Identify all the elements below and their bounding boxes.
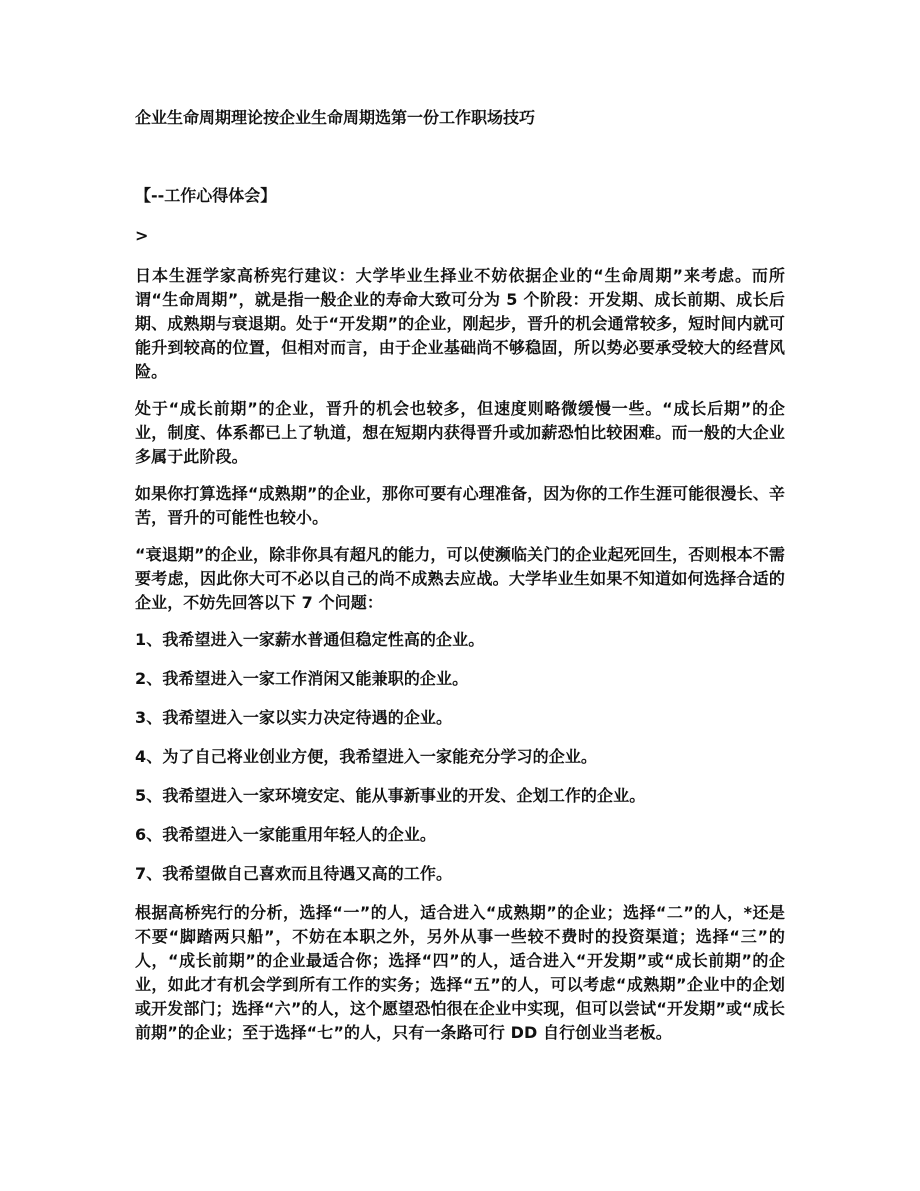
page-title: 企业生命周期理论按企业生命周期选第一份工作职场技巧 — [135, 108, 536, 127]
paragraph-intro: 日本生涯学家高桥宪行建议：大学毕业生择业不妨依据企业的“生命周期”来考虑。而所谓“生命周期”，就是指一般企业的寿命大致可分为 5 个阶段：开发期、成长前期、成长后期、成熟期与衰退期。处于“开发期”的企业，刚起步，晋升的机会通常较多，短时间内就可能升到较高的位置，但相对而言，由于企业基础尚不够稳固，所以势必要承受较大的经营风险。 — [135, 266, 785, 381]
article-body — [135, 264, 785, 1058]
question-item-7: 7、我希望做自己喜欢而且待遇又高的工作。 — [135, 864, 453, 883]
question-item-3: 3、我希望进入一家以实力决定待遇的企业。 — [135, 708, 453, 727]
question-item-6: 6、我希望进入一家能重用年轻人的企业。 — [135, 825, 437, 844]
paragraph-mature-stage: 如果你打算选择“成熟期”的企业，那你可要有心理准备，因为你的工作生涯可能很漫长、辛苦，晋升的可能性也较小。 — [135, 484, 785, 527]
paragraph-decline-stage: “衰退期”的企业，除非你具有超凡的能力，可以使濒临关门的企业起死回生，否则根本不需要考虑，因此你大可不必以自己的尚不成熟去应战。大学毕业生如果不知道如何选择合适的企业，不妨先回答以下 7 个问题： — [135, 545, 785, 612]
paragraph-conclusion: 根据高桥宪行的分析，选择“一”的人，适合进入“成熟期”的企业；选择“二”的人，*还是不要“脚踏两只船”，不妨在本职之外，另外从事一些较不费时的投资渠道；选择“三”的人，“成长前期”的企业最适合你；选择“四”的人，适合进入“开发期”或“成长前期”的企业，如此才有机会学到所有工作的实务；选择“五”的人，可以考虑“成熟期”企业中的企划或开发部门；选择“六”的人，这个愿望恐怕很在企业中实现，但可以尝试“开发期”或“成长前期”的企业；至于选择“七”的人，只有一条路可行 DD 自行创业当老板。 — [135, 903, 785, 1042]
category-label: 【--工作心得体会】 — [135, 186, 277, 205]
paragraph-growth-stages: 处于“成长前期”的企业，晋升的机会也较多，但速度则略微缓慢一些。“成长后期”的企业，制度、体系都已上了轨道，想在短期内获得晋升或加薪恐怕比较困难。而一般的大企业多属于此阶段。 — [135, 399, 785, 466]
question-item-1: 1、我希望进入一家薪水普通但稳定性高的企业。 — [135, 630, 485, 649]
breadcrumb-separator: > — [135, 226, 149, 245]
question-item-2: 2、我希望进入一家工作消闲又能兼职的企业。 — [135, 669, 469, 688]
question-item-5: 5、我希望进入一家环境安定、能从事新事业的开发、企划工作的企业。 — [135, 786, 646, 805]
question-item-4: 4、为了自己将业创业方便，我希望进入一家能充分学习的企业。 — [135, 747, 598, 766]
